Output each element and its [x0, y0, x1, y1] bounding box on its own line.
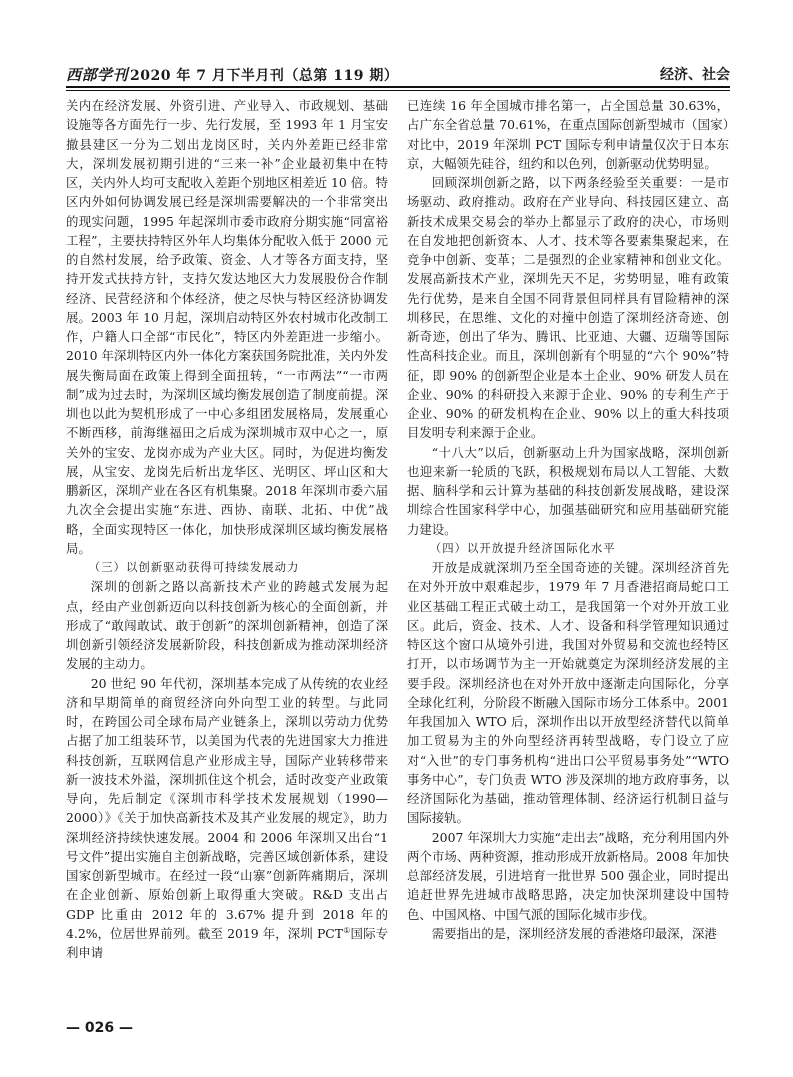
section-label: 经济、社会 [660, 67, 730, 83]
paragraph: 回顾深圳创新之路，以下两条经验至关重要：一是市场驱动、政府推动。政府在产业导向、科技园区建立、高新技术成果交易会的举办上都显示了政府的决心，市场则在自发地把创新资本、人才、技术等各要素集聚起来，在竞争中创新、变革；二是强烈的企业家精神和创业文化。发展高新技术产业，深圳先天不足，劣势明显，唯有政策先行优势，是来自全国不同背景但同样具有冒险精神的深圳移民，在思维、文化的对撞中创造了深圳经济奇迹、创新奇迹，创出了华为、腾讯、比亚迪、大疆、迈瑞等国际性高科技企业。而且，深圳创新有个明显的“六个 90%”特征，即 90% 的创新型企业是本土企业、90% 研发人员在企业、90% 的科研投入来源于企业、90% 的专利生产于企业、90% 的研发机构在企业、90% 以上的重大科技项目发明专利来源于企业。 [407, 175, 729, 441]
section-subheading: （三）以创新驱动获得可持续发展动力 [88, 560, 300, 574]
paragraph [66, 674, 388, 963]
paragraph: 关内在经济发展、外资引进、产业导入、市政规划、基础设施等各方面先行一步、先行发展，至 1993 年 1 月宝安撤县建区一分为二划出龙岗区时，关内外差距已经非常大，深圳发展初期引进的“三来一补”企业最初集中在特区，关内外人均可支配收入差距个别地区相差近 10 倍。特区内外如何协调发展已经是深圳需要解决的一个非常突出的现实问题，1995 年起深圳市委市政府分期实施“同富裕工程”，主要扶持特区外年人均集体分配收入低于 2000 元的自然村发展，给予政策、资金、人才等各方面支持，坚持开发式扶持方针，支持欠发达地区大力发展股份合作制经济、民营经济和个体经济，使之尽快与特区经济协调发展。2003 年 10 月起，深圳启动特区外农村城市化改制工作，户籍人口全部“市民化”，特区内外差距进一步缩小。2010 年深圳特区内外一体化方案获国务院批准，关内外发展失衡局面在政策上得到全面扭转，“一市两法”“一市两制”成为过去时，为深圳区域均衡发展创造了制度前提。深圳也以此为契机形成了一中心多组团发展格局，发展重心不断西移，前海继福田之后成为深圳城市双中心之一，原关外的宝安、龙岗亦成为产业大区。同时，为促进均衡发展，从宝安、龙岗先后析出龙华区、光明区、坪山区和大鹏新区，深圳产业在各区有机集聚。2018 年深圳市委六届九次全会提出实施“东进、西协、南联、北拓、中优”战略，全面实现特区一体化，加快形成深圳区域均衡发展格局。 [66, 98, 388, 556]
journal-logo: 西部学刊 [66, 66, 129, 84]
footnote-marker: ① [343, 925, 351, 935]
page-header [66, 60, 730, 88]
issue-info: 2020 年 7 月下半月刊（总第 119 期） [130, 68, 399, 84]
section-subheading: （四）以开放提升经济国际化水平 [429, 540, 616, 555]
paragraph: 2007 年深圳大力实施“走出去”战略，充分利用国内外两个市场、两种资源，推动形成开放新格局。2008 年加快总部经济发展，引进培育一批世界 500 强企业，同时提出追赶世界先进城市战略思路，决定加快深圳建设中国特色、中国风格、中国气派的国际化城市步伐。 [407, 829, 729, 922]
right-column [407, 96, 729, 943]
header-rule-thin [66, 90, 730, 91]
paragraph-text: 国际专利申请 [66, 925, 388, 960]
paragraph-text: 20 世纪 90 年代初，深圳基本完成了从传统的农业经济和早期简单的商贸经济向外向型工业的转型。与此同时，在跨国公司全球布局产业链条上，深圳以劳动力优势占据了加工组装环节，以美国为代表的先进国家大力推进科技创新，互联网信息产业形成主导，国际产业转移带来新一波技术外溢，深圳抓住这个机会，适时改变产业政策导向，先后制定《深圳市科学技术发展规划（1990—2000）》《关于加快高新技术及其产业发展的规定》，助力深圳经济持续快速发展。2004 和 2006 年深圳又出台“1 号文件”提出实施自主创新战略，完善区域创新体系，建设国家创新型城市。在经过一段“山寨”创新阵痛期后，深圳在企业创新、原始创新上取得重大突破。R&D 支出占 GDP 比重由 2012 年的 3.67% 提升到 2018 年的 4.2%，位居世界前列。截至 2019 年，深圳 PCT [66, 675, 388, 941]
paragraph: 深圳的创新之路以高新技术产业的跨越式发展为起点，经由产业创新迈向以科技创新为核心的全面创新，并形成了“敢闯敢试、敢于创新”的深圳创新精神，创造了深圳创新引领经济发展新阶段，科技创新成为推动深圳经济发展的主动力。 [66, 579, 388, 672]
page-number: — 026 — [66, 1020, 133, 1036]
paragraph: 已连续 16 年全国城市排名第一，占全国总量 30.63%，占广东全省总量 70.61%，在重点国际创新型城市（国家）对比中，2019 年深圳 PCT 国际专利申请量仅次于日本东京，大幅领先硅谷，纽约和以色列，创新驱动优势明显。 [407, 98, 729, 171]
paragraph: “十八大”以后，创新驱动上升为国家战略，深圳创新也迎来新一轮质的飞跃，积极规划布局以人工智能、大数据、脑科学和云计算为基础的科技创新发展战略，建设深圳综合性国家科学中心，加强基础研究和应用基础研究能力建设。 [407, 444, 729, 537]
header-rule-thick [66, 86, 730, 88]
paragraph: 需要指出的是，深圳经济发展的香港烙印最深，深港 [431, 925, 717, 941]
left-column [66, 96, 388, 962]
journal-masthead [66, 64, 398, 85]
paragraph: 开放是成就深圳乃至全国奇迹的关键。深圳经济首先在对外开放中艰难起步，1979 年 7 月香港招商局蛇口工业区基础工程正式破土动工，是我国第一个对外开放工业区。此后，资金、技术、人才、设备和科学管理知识通过特区这个窗口从境外引进，我国对外贸易和交流也经特区打开，以市场调节为主一开始就奠定为深圳经济发展的主要手段。深圳经济也在对外开放中逐渐走向国际化，分享全球化红利，分阶段不断融入国际市场分工体系中。2001 年我国加入 WTO 后，深圳作出以开放型经济替代以简单加工贸易为主的外向型经济再转型战略，专门设立了应对“入世”的专门事务机构“进出口公平贸易事务处”“WTO 事务中心”，专门负责 WTO 涉及深圳的地方政府事务，以经济国际化为基础，推动管理体制、经济运行机制日益与国际接轨。 [407, 560, 729, 826]
